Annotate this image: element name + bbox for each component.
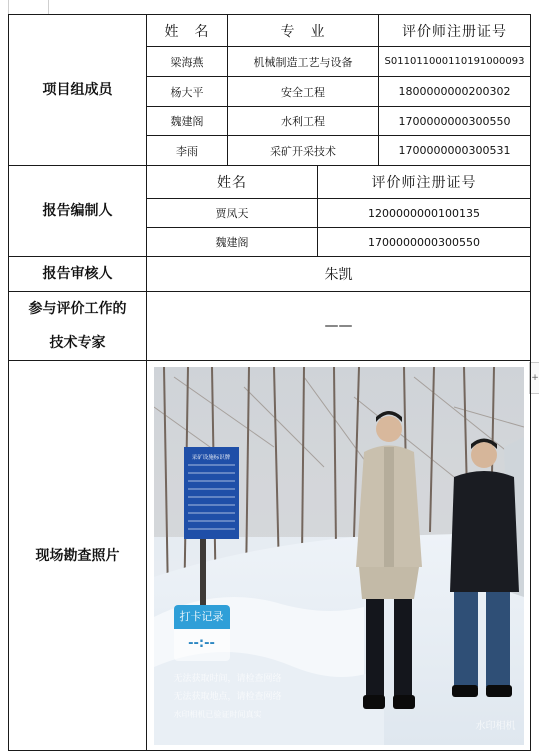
writer-name: 魏建阁 <box>147 228 318 257</box>
writer-cert: 1200000000100135 <box>318 199 531 228</box>
cert-header: 评价师注册证号 <box>379 15 531 47</box>
member-name: 李雨 <box>147 136 228 166</box>
report-writer-label: 报告编制人 <box>9 166 147 257</box>
page-corner-mark <box>8 0 9 14</box>
tech-expert-label-line2: 技术专家 <box>49 335 106 351</box>
evaluation-personnel-table <box>8 14 531 751</box>
sign-title: 采矿设施标识牌 <box>191 454 230 461</box>
member-major: 采矿开采技术 <box>228 136 379 166</box>
project-members-label: 项目组成员 <box>9 15 147 166</box>
checkin-time: --:-- <box>188 635 215 651</box>
member-name: 杨大平 <box>147 77 228 107</box>
writer-name: 贾凤天 <box>147 199 318 228</box>
site-photo-label: 现场勘查照片 <box>9 361 147 751</box>
checkin-stamp <box>174 605 230 661</box>
member-name: 梁海燕 <box>147 47 228 77</box>
member-major: 机械制造工艺与设备 <box>228 47 379 77</box>
checkin-label: 打卡记录 <box>174 605 230 629</box>
tech-expert-label <box>9 292 147 361</box>
major-header: 专 业 <box>228 15 379 47</box>
member-name: 魏建阁 <box>147 107 228 136</box>
member-cert: 1800000000200302 <box>379 77 531 107</box>
member-cert: 1700000000300531 <box>379 136 531 166</box>
overlay-location-warning: 无法获取地点，请检查网络 <box>173 691 282 702</box>
site-photo <box>154 367 524 745</box>
writer-cert: 1700000000300550 <box>318 228 531 257</box>
site-photo-cell <box>147 361 531 751</box>
camera-watermark: 水印相机 <box>475 720 516 732</box>
overlay-time-warning: 无法获取时间，请检查网络 <box>173 673 282 684</box>
name-header: 姓 名 <box>147 15 228 47</box>
tech-expert-label-line1: 参与评价工作的 <box>28 301 127 317</box>
writer-cert-header: 评价师注册证号 <box>318 166 531 199</box>
side-toggle-handle[interactable]: + <box>529 362 539 394</box>
overlay-verified-note: 水印相机已验证时间真实 <box>173 709 262 719</box>
report-reviewer-value: 朱凯 <box>147 257 531 292</box>
member-cert: S011011000110191000093 <box>379 47 531 77</box>
member-major: 水利工程 <box>228 107 379 136</box>
tech-expert-value: —— <box>147 292 531 361</box>
writer-name-header: 姓名 <box>147 166 318 199</box>
page-corner-mark <box>48 0 49 14</box>
member-major: 安全工程 <box>228 77 379 107</box>
member-cert: 1700000000300550 <box>379 107 531 136</box>
report-reviewer-label: 报告审核人 <box>9 257 147 292</box>
